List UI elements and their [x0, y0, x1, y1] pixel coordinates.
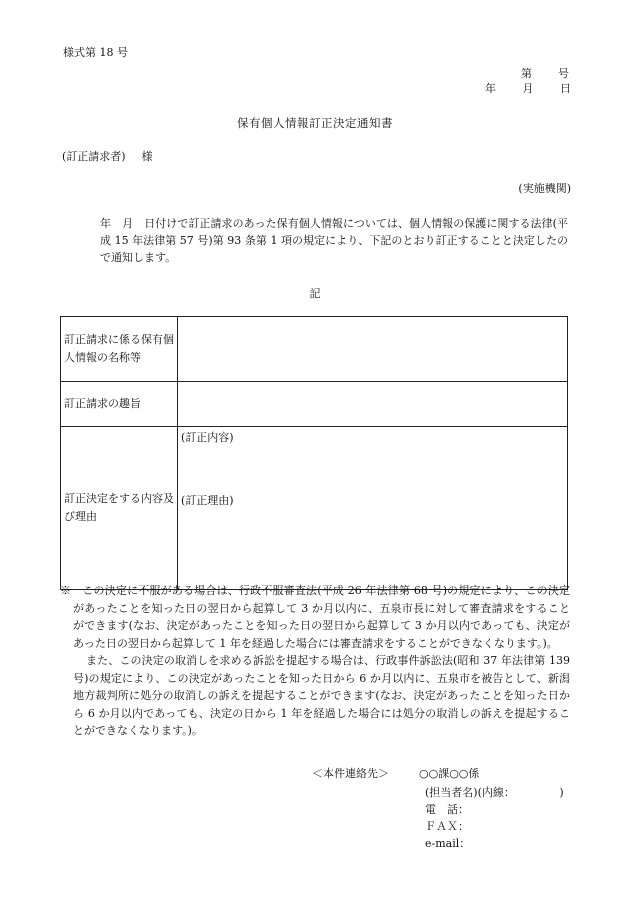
contact-department: ○○課○○係: [419, 767, 480, 780]
contact-heading: ＜本件連絡先＞: [312, 767, 389, 780]
appeal-note-paragraph-1: ※ この決定に不服がある場合は、行政不服審査法(平成 26 年法律第 68 号)の規定により、この決定があったことを知った日の翌日から起算して 3 か月以内に、五泉市長に対して審査請求をすることができます(なお、決定があったことを知った日の翌日から起算して 3 か月以内であっても、決定があった日の翌日から起算して 1 年を経過した場合には審査請求をすることができなくなります。)。: [60, 584, 570, 650]
form-number: 様式第 18 号: [63, 46, 128, 59]
contact-details: [425, 784, 564, 852]
row3-label: 訂正決定をする内容及び理由: [61, 427, 178, 590]
contact-email: e-mail：: [425, 837, 471, 850]
table-row: [61, 317, 568, 382]
ki-heading: 記: [309, 287, 321, 300]
document-number-suffix: 号: [558, 67, 569, 80]
table-row: [61, 427, 568, 590]
notice-body-text: 年 月 日付けで訂正請求のあった保有個人情報については、個人情報の保護に関する法律(平成 15 年法律第 57 号)第 93 条第 1 項の規定により、下記のとおり訂正することと決定したので通知します。: [100, 217, 568, 264]
date-month: 月: [522, 82, 534, 95]
row2-value: [178, 382, 568, 427]
contact-heading-line: [312, 767, 479, 781]
requester-line: [62, 150, 153, 164]
date-day: 日: [560, 82, 571, 95]
implementing-agency: (実施機関): [518, 182, 571, 195]
decision-table: [60, 316, 568, 590]
row1-value: [178, 317, 568, 382]
row3-value: [178, 427, 568, 590]
contact-person-close: ): [559, 786, 564, 799]
requester-label: (訂正請求者): [62, 150, 126, 163]
correction-reason-label: (訂正理由): [181, 494, 234, 507]
appeal-note-paragraph-2: また、この決定の取消しを求める訴訟を提起する場合は、行政事件訴訟法(昭和 37 年法律第 139 号)の規定により、この決定があったことを知った日から 6 か月以内に、五泉市を被告として、新潟地方裁判所に処分の取消しの訴えを提起することができます(なお、決定があったことを知った日から 6 か月以内であっても、決定の日から 1 年を経過した場合には処分の取消しの訴えを提起することができなくなります。)。: [73, 654, 570, 737]
table-row: [61, 382, 568, 427]
contact-fax: ＦＡＸ：: [425, 820, 469, 833]
correction-content-label: (訂正内容): [181, 431, 234, 444]
row1-label: 訂正請求に係る保有個人情報の名称等: [61, 317, 178, 382]
appeal-note: [60, 582, 570, 740]
contact-person: [425, 784, 564, 801]
date-year: 年: [485, 82, 496, 95]
contact-phone: 電 話：: [425, 803, 469, 816]
requester-honorific: 様: [141, 150, 153, 163]
document-number-line: [521, 67, 569, 81]
document-title: 保有個人情報訂正決定通知書: [237, 116, 393, 130]
row2-label: 訂正請求の趣旨: [61, 382, 178, 427]
issue-date-line: [485, 82, 571, 96]
contact-person-label: (担当者名)(内線：: [425, 786, 510, 799]
document-number-prefix: 第: [521, 67, 532, 80]
notice-body: [62, 215, 568, 266]
